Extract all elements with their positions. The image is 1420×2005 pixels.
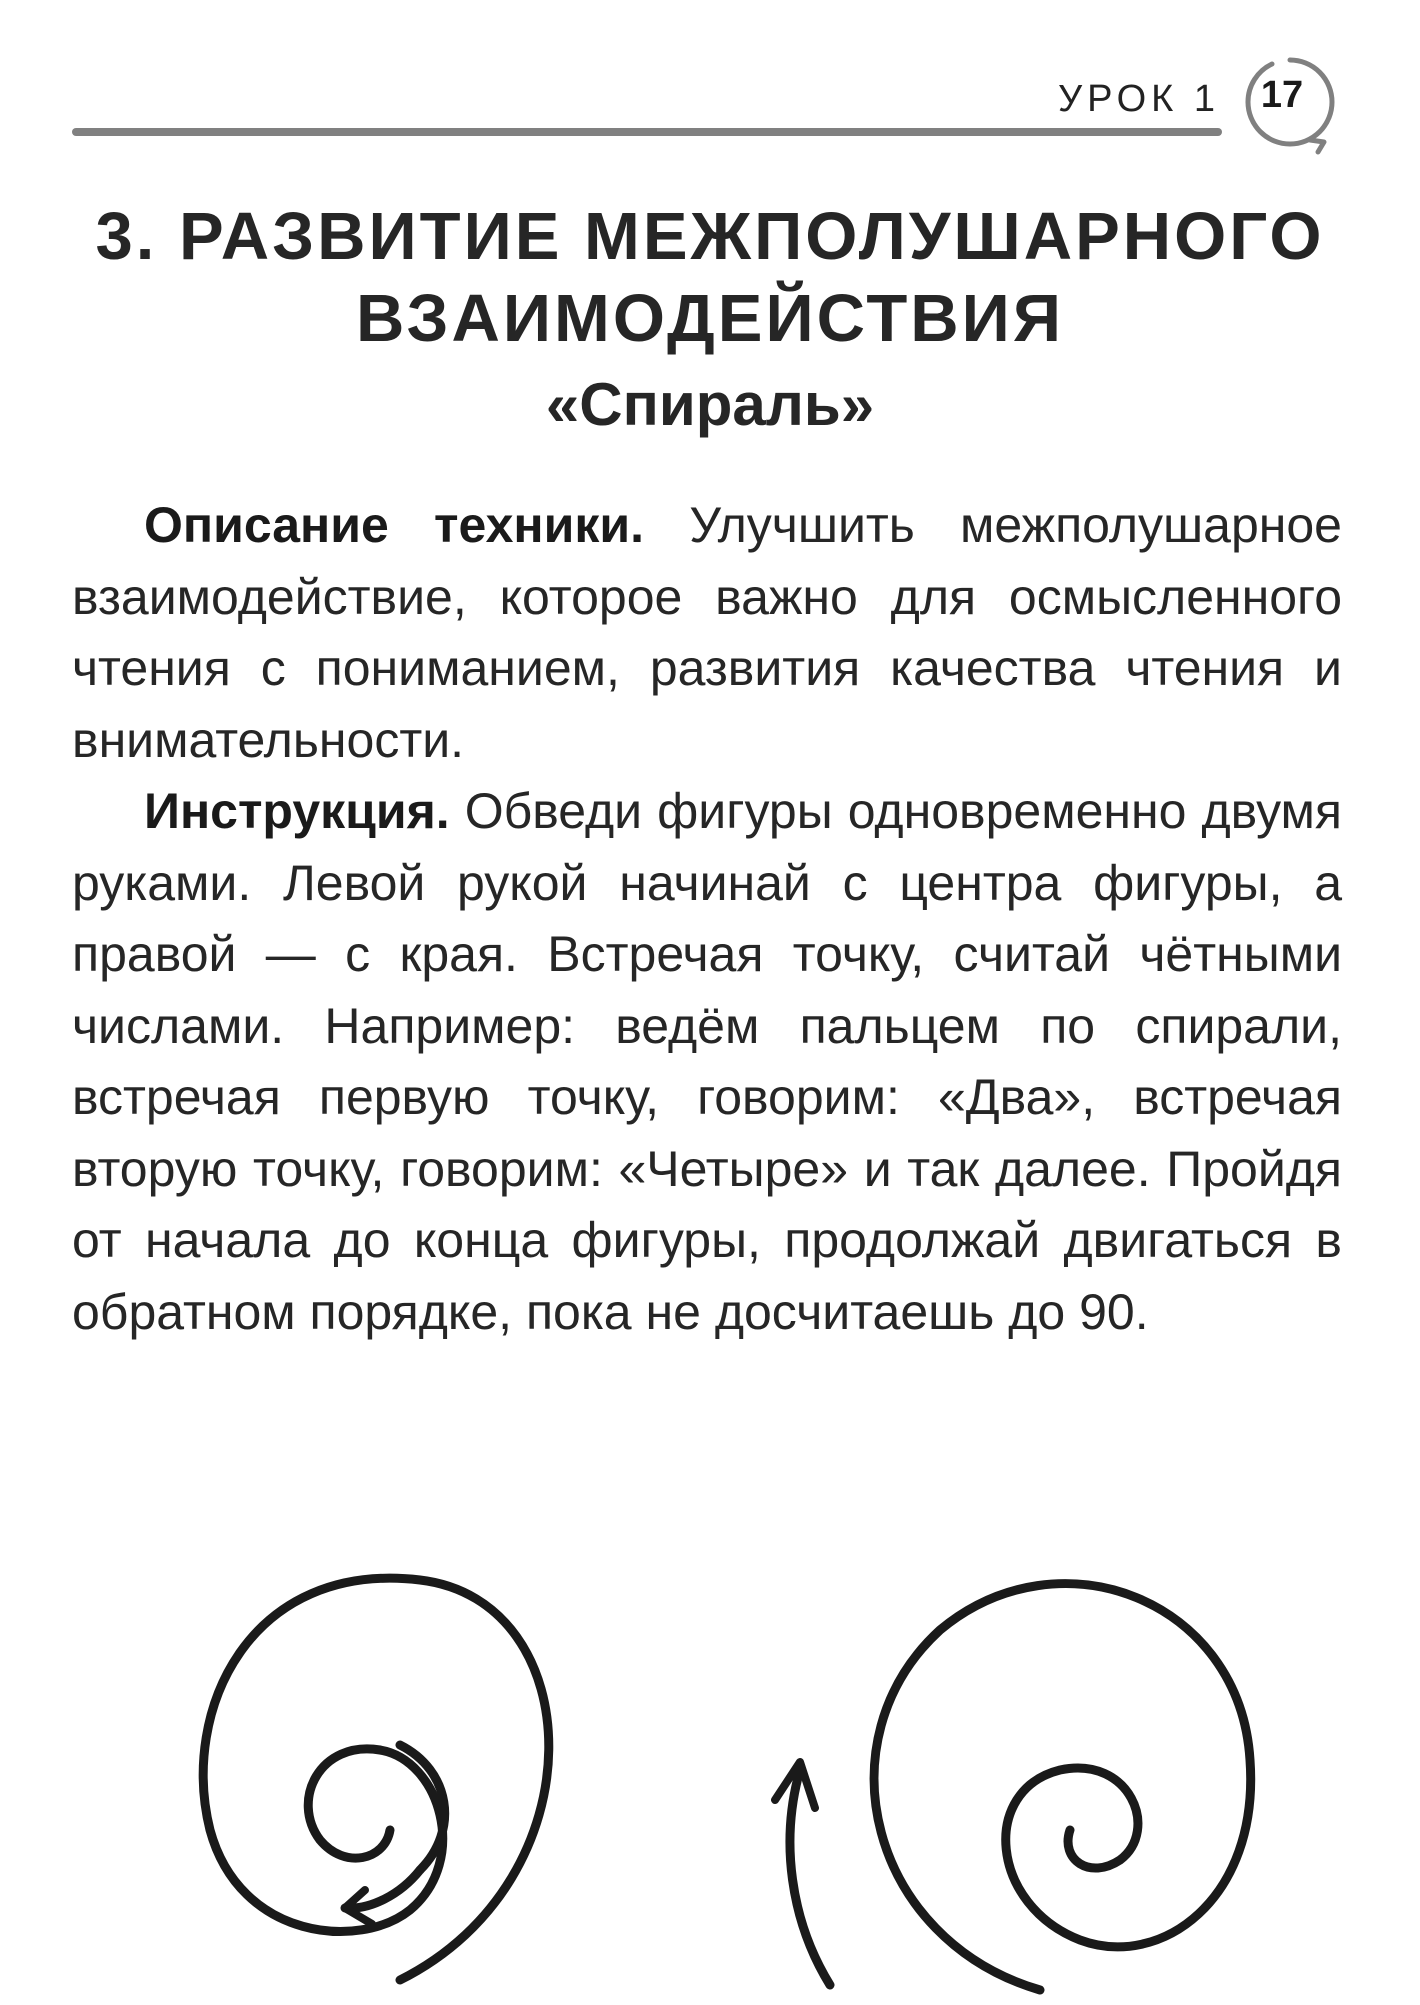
- instruction-label: Инструкция.: [144, 783, 450, 839]
- exercise-name: «Спираль»: [545, 371, 875, 438]
- instruction-text: Обведи фигуры одновременно двумя руками. Левой рукой начинай с центра фигуры, а правой — с края. Встречая точку, считай чётными числами. Например: ведём пальцем по спирали, встречая первую точку, говорим: «Два», встречая вторую точку, говорим: «Четыре» и так далее. Пройдя от начала до конца фигуры, продолжай двигаться в обратном порядке, пока не досчитаешь до 90.: [72, 783, 1342, 1340]
- header-rule: [72, 128, 1222, 136]
- title-line-2: ВЗАИМОДЕЙСТВИЯ: [356, 281, 1064, 356]
- spiral-figures: [0, 1540, 1420, 2000]
- description-label: Описание техники.: [144, 497, 645, 553]
- spiral-figures-canvas: [0, 1540, 1420, 2000]
- left-spiral-icon: [203, 1578, 549, 1980]
- page-number-badge: [1232, 52, 1340, 160]
- page-number: 17: [1260, 74, 1304, 116]
- instruction-paragraph: [72, 776, 1342, 1348]
- description-paragraph: [72, 490, 1342, 776]
- page-header: [0, 0, 1420, 160]
- section-title: [60, 196, 1360, 444]
- title-line-1: 3. РАЗВИТИЕ МЕЖПОЛУШАРНОГО: [95, 199, 1325, 274]
- body-text: [72, 490, 1342, 1348]
- description-text: Улучшить межполушарное взаимодействие, которое важно для осмысленного чтения с пониманием, развития качества чтения и внимательности.: [72, 497, 1342, 768]
- lesson-label: УРОК 1: [1057, 78, 1220, 120]
- right-spiral-icon: [775, 1584, 1251, 1990]
